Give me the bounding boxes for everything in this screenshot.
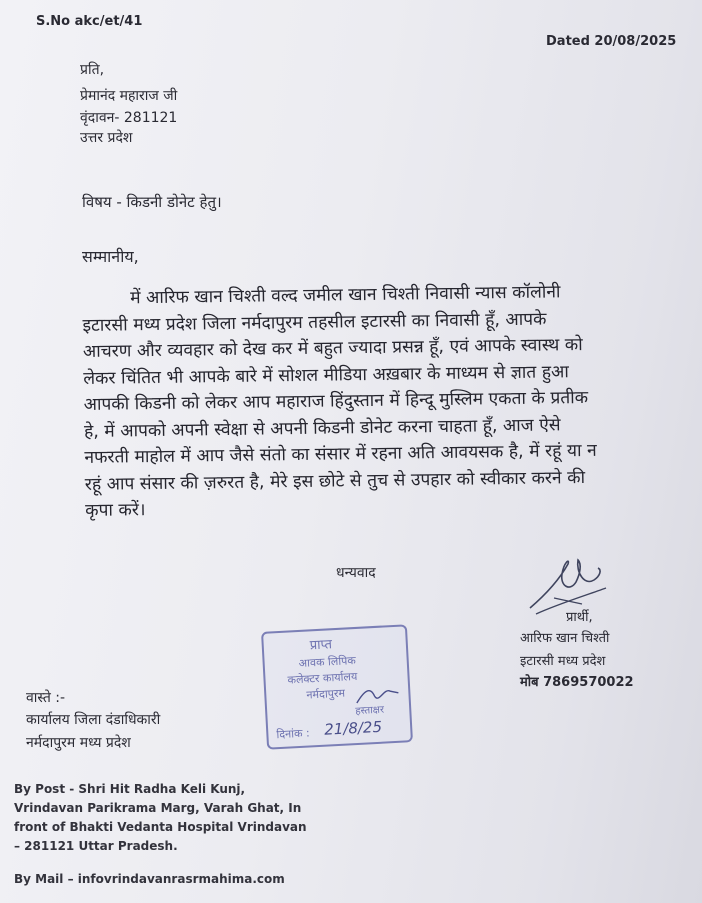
- stamp-line: नर्मदापुरम: [306, 686, 346, 702]
- sender-place: इटारसी मध्य प्रदेश: [520, 654, 606, 669]
- body-line: में आरिफ खान चिश्ती वल्द जमील खान चिश्ती निवासी न्यास कॉलोनी: [130, 282, 561, 309]
- letter-date: Dated 20/08/2025: [546, 34, 677, 49]
- subject-line: विषय - किडनी डोनेट हेतु।: [82, 193, 222, 211]
- sender-label: प्रार्थी,: [566, 610, 593, 625]
- body-line: कृपा करें।: [85, 500, 146, 521]
- post-address-line: Vrindavan Parikrama Marg, Varah Ghat, In: [14, 801, 302, 815]
- sender-mobile: मोब 7869570022: [520, 675, 634, 690]
- stamp-date-value: 21/8/25: [323, 717, 383, 739]
- sender-name: आरिफ खान चिश्ती: [520, 631, 610, 646]
- body-line: आचरण और व्यवहार को देख कर में बहुत ज्यादा प्रसन्न हूँ, एवं आपके स्वास्थ को: [82, 335, 583, 362]
- recipient-line: प्रेमानंद महाराज जी: [80, 88, 178, 104]
- thanks-text: धन्यवाद: [336, 565, 376, 581]
- body-line: रहूं आप संसार की ज़रुरत है, मेरे इस छोटे से तुच से उपहार को स्वीकार करने की: [84, 467, 586, 495]
- body-line: आपकी किडनी को लेकर आप महाराज हिंदुस्तान में हिन्दू मुस्लिम एकता के प्रतीक: [83, 387, 589, 415]
- via-label: वास्ते :-: [26, 690, 66, 706]
- body-line: नफरती माहोल में आप जैसे संतो का संसार में रहना अति आवयसक है, में रहूं या न: [84, 440, 597, 468]
- stamp-line: कलेक्टर कार्यालय: [287, 669, 358, 687]
- stamp-date-label: दिनांक :: [276, 726, 311, 742]
- stamp-title: प्राप्त: [309, 637, 333, 654]
- mail-address: By Mail – infovrindavanrasrmahima.com: [14, 872, 285, 886]
- recipient-line: उत्तर प्रदेश: [80, 130, 133, 146]
- body-line: लेकर चिंतित भी आपके बारे में सोशल मीडिया अख़बार के माध्यम से ज्ञात हुआ: [83, 361, 569, 389]
- stamp-signature: [354, 681, 401, 709]
- stamp-sign-label: हस्ताक्षर: [355, 704, 385, 718]
- post-address-line: By Post - Shri Hit Radha Keli Kunj,: [14, 782, 246, 796]
- stamp-line: आवक लिपिक: [298, 653, 357, 670]
- recipient-line: वृंदावन- 281121: [80, 110, 178, 126]
- serial-number: S.No akc/et/41: [36, 14, 143, 29]
- salutation: सम्मानीय,: [82, 247, 139, 266]
- letter-body: [82, 278, 640, 524]
- body-line: इटारसी मध्य प्रदेश जिला नर्मदापुरम तहसील इटारसी का निवासी हूँ, आपके: [82, 309, 547, 336]
- post-address-line: front of Bhakti Vedanta Hospital Vrindavan: [14, 820, 307, 834]
- body-line: हे, में आपको अपनी स्वेक्षा से अपनी किडनी डोनेट करना चाहता हूँ, आज ऐसे: [83, 414, 561, 442]
- via-office: कार्यालय जिला दंडाधिकारी: [26, 712, 161, 728]
- received-stamp: [261, 624, 413, 749]
- via-place: नर्मदापुरम मध्य प्रदेश: [26, 735, 131, 751]
- recipient-line: प्रति,: [80, 62, 105, 78]
- post-address-line: – 281121 Uttar Pradesh.: [14, 839, 178, 853]
